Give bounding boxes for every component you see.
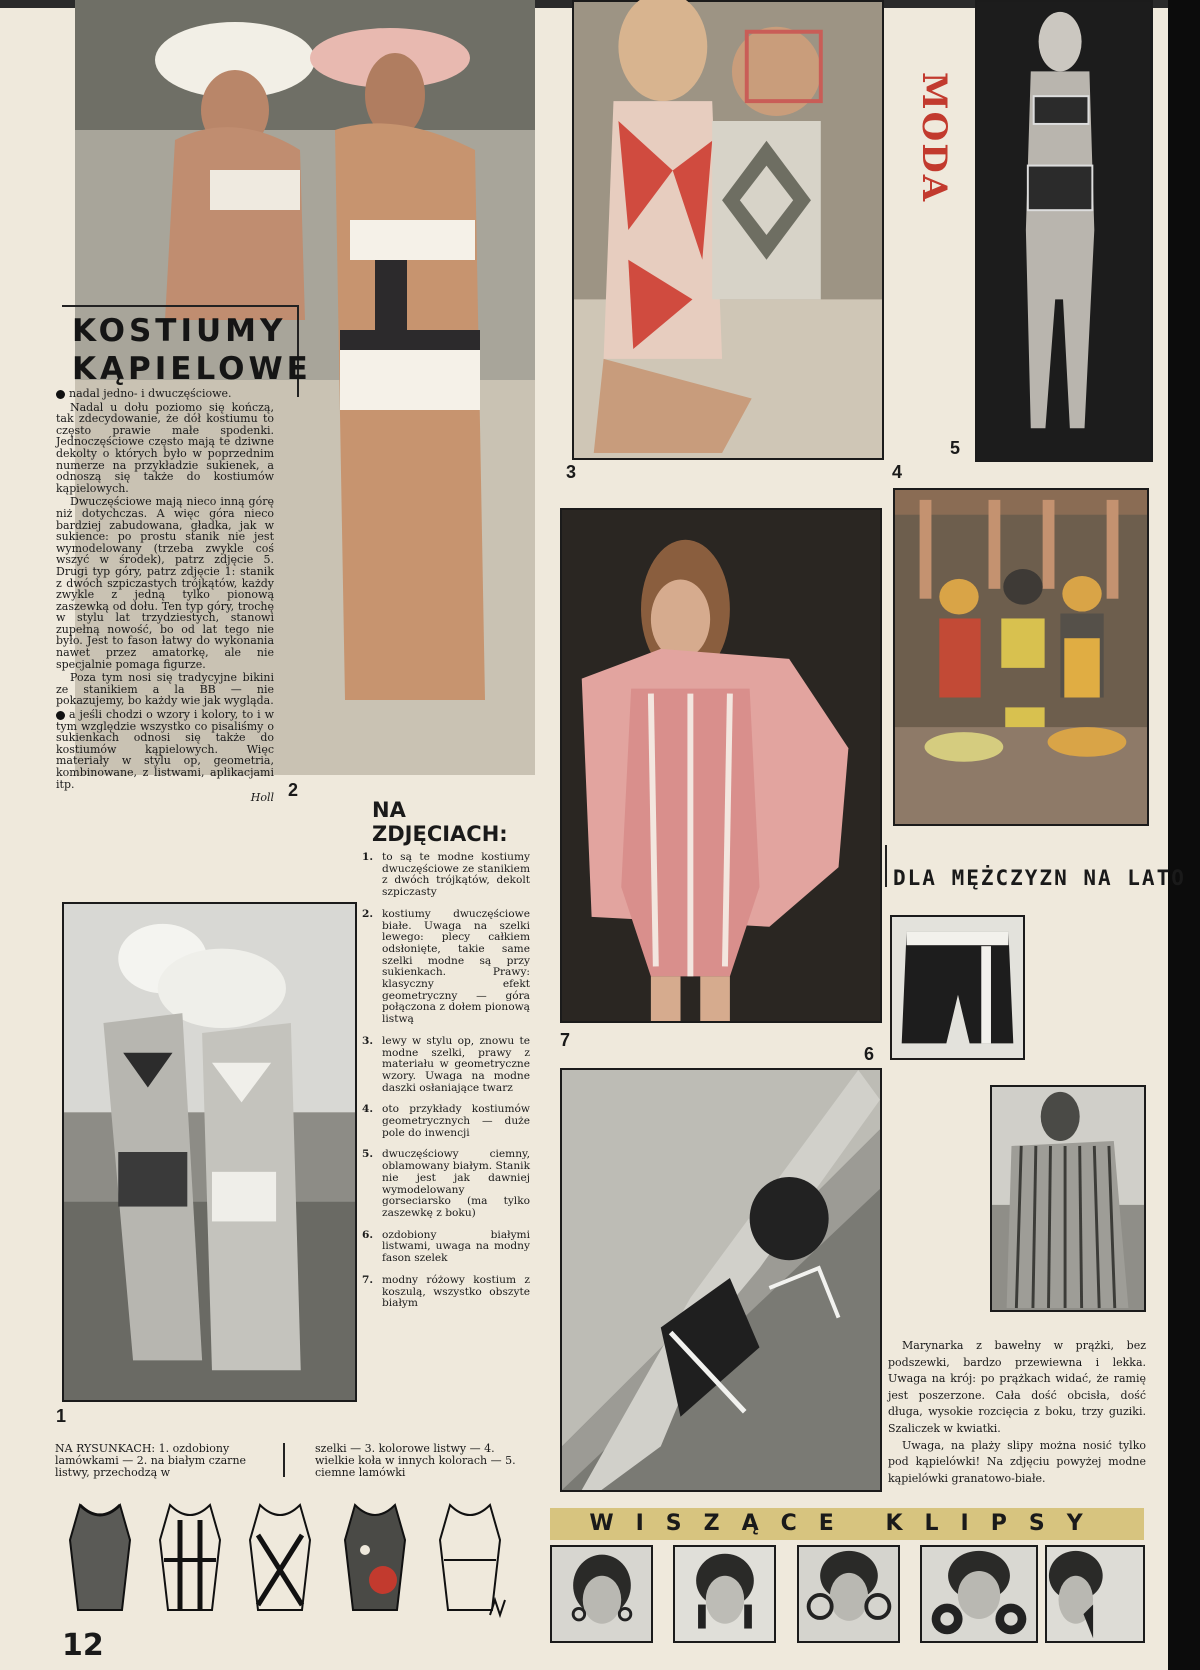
article-p5: a jeśli chodzi o wzory i kolory, to i w tym względzie wszystko co pisaliśmy o sukienkach odnosi się także do kostiumów kąpielowych. Więc materiały w stylu op, geometria, kombinowane, z listwami, aplikacjami itp. xyxy=(56,708,274,791)
photo-number-4: 4 xyxy=(892,462,903,482)
item-number: 1. xyxy=(362,851,374,863)
earring-photo-2 xyxy=(673,1545,776,1643)
divider xyxy=(283,1443,285,1477)
headline xyxy=(72,312,312,388)
list-item xyxy=(362,1275,530,1310)
item-number: 2. xyxy=(362,907,374,920)
photo-number-3: 3 xyxy=(566,462,577,482)
item-text: to są te modne kostiumy dwuczęściowe ze stanikiem z dwóch trójkątów, dekolt szpiczasty xyxy=(382,851,530,899)
article-p4: Poza tym nosi się tradycyjne bikini ze stanikiem a la BB — nie pokazujemy, bo każdy wie jak wygląda. xyxy=(56,671,274,708)
item-number: 6. xyxy=(362,1228,374,1241)
item-number: 4. xyxy=(362,1103,374,1116)
na-rysunkach-col-1: NA RYSUNKACH: 1. ozdobiony lamówkami — 2. na białym czarne listwy, przechodzą w xyxy=(55,1442,247,1479)
article-p2: Nadal u dołu poziomo się kończą, tak zdecydowanie, że dół kostiumu to często prawie małe spodenki. Jednoczęściowe często mają te dziwne dekolty o których było w poprzednim numerze na przykładzie sukienek, a odnoszą się także do kostiumów kąpielowych. xyxy=(56,400,274,495)
sketch-1 xyxy=(60,1500,140,1620)
list-item xyxy=(362,1149,530,1219)
sketch-4 xyxy=(335,1500,415,1620)
article-p1: nadal jedno- i dwuczęściowe. xyxy=(69,387,232,400)
sketch-5 xyxy=(430,1500,510,1620)
photo-swim-trunks xyxy=(890,915,1025,1060)
headline-line-2: KĄPIELOWE xyxy=(72,351,312,387)
photo-5-dark-two-piece xyxy=(975,0,1153,462)
photo-1-bw-two-piece xyxy=(62,902,357,1402)
item-text: lewy w stylu op, znowu te modne szelki, prawy z materiału w geometryczne wzory. Uwaga na modne daszki osłaniające twarz xyxy=(382,1034,530,1094)
photo-striped-jacket xyxy=(990,1085,1146,1312)
item-text: modny różowy kostium z koszulą, wszystko obszyte białym xyxy=(382,1273,530,1310)
photo-number-5: 5 xyxy=(950,438,961,458)
list-item xyxy=(362,1036,530,1095)
klipsy-banner-text: WISZĄCE KLIPSY xyxy=(589,1511,1105,1536)
moda-label xyxy=(895,60,954,210)
na-zdjeciach-title xyxy=(372,798,508,846)
list-item xyxy=(362,1230,530,1265)
headline-line-1: KOSTIUMY xyxy=(72,313,287,349)
earring-photo-1 xyxy=(550,1545,653,1643)
article-body xyxy=(56,388,274,806)
men-caption-p2: Uwaga, na plaży slipy można nosić tylko pod kąpielówki! Na zdjęciu powyżej modne kąpielówki granatowo-białe. xyxy=(888,1438,1146,1485)
photo-4-three-women-caps xyxy=(893,488,1149,826)
bullet-icon xyxy=(56,390,65,399)
photo-6-bw-diagonal xyxy=(560,1068,882,1492)
photo-7-pink-suit xyxy=(560,508,882,1023)
men-caption-p1: Marynarka z bawełny w prążki, bez podszewki, bardzo przewiewna i lekka. Uwaga na krój: po prążkach widać, że ramię jest poszerzone. Cała dość obcisła, dość długa, wysokie rozcięcia z boku, trzy guziki. Szaliczek w kwiatki. xyxy=(888,1339,1146,1435)
photo-number-6: 6 xyxy=(864,1044,875,1064)
item-text: ozdobiony białymi listwami, uwaga na modny fason szelek xyxy=(382,1228,530,1265)
sketch-3 xyxy=(240,1500,320,1620)
sketch-2 xyxy=(150,1500,230,1620)
item-number: 7. xyxy=(362,1273,374,1286)
photo-number-7: 7 xyxy=(560,1030,571,1050)
divider xyxy=(885,845,887,887)
list-item xyxy=(362,852,530,899)
article-author: Holl xyxy=(250,791,274,805)
na-zdjeciach-line-2: ZDJĘCIACH: xyxy=(372,822,508,846)
photo-3-4-op-art-suits xyxy=(572,0,884,460)
list-item xyxy=(362,1104,530,1139)
earring-photo-3 xyxy=(797,1545,900,1643)
page-edge-shadow xyxy=(1168,0,1200,1670)
na-zdjeciach-list xyxy=(362,852,530,1320)
na-zdjeciach-line-1: NA xyxy=(372,798,406,822)
men-caption xyxy=(888,1338,1146,1487)
photo-number-2: 2 xyxy=(288,780,299,800)
earring-photo-5 xyxy=(1045,1545,1145,1643)
item-text: dwuczęściowy ciemny, oblamowany białym. Stanik nie jest jak dawniej wymodelowany gorseciarsko (ma tylko zaszewkę z boku) xyxy=(382,1148,530,1219)
page-number: 12 xyxy=(62,1628,104,1663)
bullet-icon xyxy=(56,711,65,720)
item-text: oto przykłady kostiumów geometrycznych — duże pole do inwencji xyxy=(382,1103,530,1139)
item-text: kostiumy dwuczęściowe białe. Uwaga na szelki lewego: plecy całkiem odsłonięte, takie same szelki modne są przy sukienkach. Prawy: klasyczny efekt geometryczny — góra połączona z dołem pionową listwą xyxy=(382,907,530,1026)
photo-number-1: 1 xyxy=(56,1406,67,1426)
klipsy-banner xyxy=(550,1508,1144,1540)
item-number: 5. xyxy=(362,1148,374,1161)
moda-text: MODA xyxy=(914,72,954,204)
item-number: 3. xyxy=(362,1034,374,1047)
dla-mezczyzn-title: DLA MĘŻCZYZN NA LATO xyxy=(893,866,1186,890)
earring-photo-4 xyxy=(920,1545,1038,1643)
na-rysunkach-col-2: szelki — 3. kolorowe listwy — 4. wielkie koła w innych kolorach — 5. ciemne lamówki xyxy=(315,1442,516,1479)
article-p3: Dwuczęściowe mają nieco inną górę niż dotychczas. A więc góra nieco bardziej zabudowana, gładka, jak w sukience: po prostu stanik nie jest wymodelowany (trzeba zwykle coś wszyć w środek), patrz zdjęcie 5. Drugi typ góry, patrz zdjęcie 1: stanik z dwóch szpiczastych trójkątów, każdy zwykle z jedną tylko pionową zaszewką od dołu. Ten typ góry, trochę w stylu lat trzydziestych, stanowi zupełną nowość, bo od lat tego nie było. Jest to fason łatwy do wykonania nawet przez amatorkę, ale nie specjalnie pomaga figurze. xyxy=(56,495,274,671)
list-item xyxy=(362,909,530,1026)
